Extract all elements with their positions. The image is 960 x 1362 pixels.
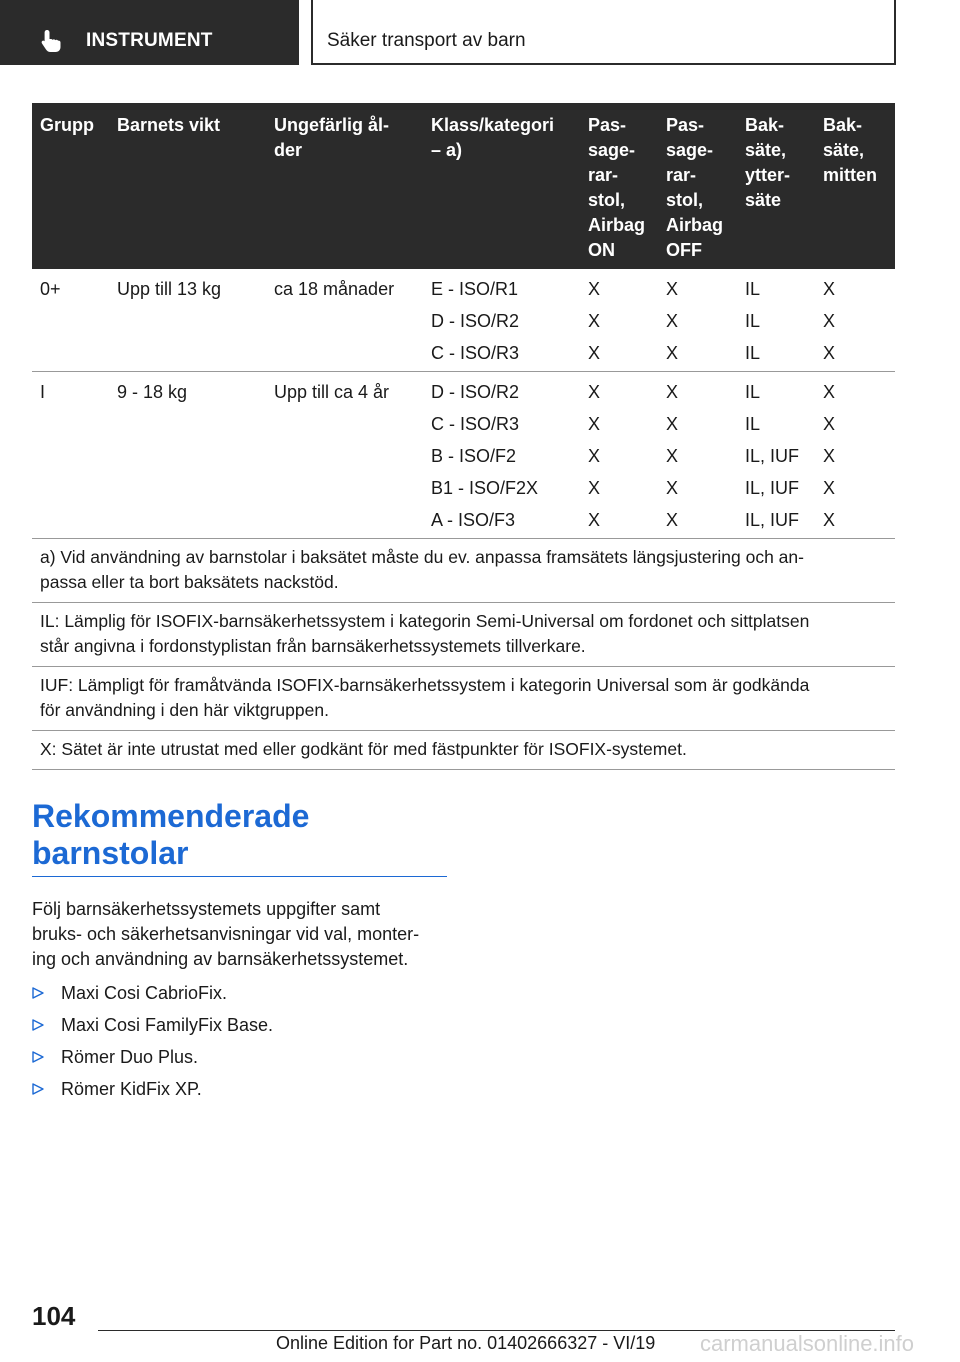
footer-edition: Online Edition for Part no. 01402666327 - VI/19 [276, 1333, 656, 1353]
page-number: 104 [32, 1301, 76, 1331]
mitten-value: X [823, 382, 836, 402]
yttersate-value: IL [745, 382, 761, 402]
list-item [32, 979, 452, 1011]
cell-airbag-off [666, 376, 678, 536]
cell-grupp: I [40, 382, 46, 402]
header-title-box [311, 0, 896, 65]
cell-airbag-off [666, 273, 678, 369]
klass-value: C - ISO/R3 [431, 414, 520, 434]
section-body: Följ barnsäkerhetssystemets uppgifter samt bruks- och säkerhetsanvisningar vid val, monter- ing och användning av barnsäkerhetssystemet. [32, 899, 420, 969]
cell-airbag-on [588, 376, 600, 536]
cell-airbag-on [588, 273, 600, 369]
yttersate-value: IL [745, 311, 761, 331]
airbag-on-value: X [588, 279, 601, 299]
table-row [32, 372, 895, 539]
header-section-label: INSTRUMENT [86, 30, 213, 51]
airbag-on-value: X [588, 510, 601, 530]
mitten-value: X [823, 343, 836, 363]
table-note-a: a) Vid användning av barnstolar i baksätet måste du ev. anpassa framsätets längsjustering och an- passa eller ta bort baksätets nackstöd. [32, 539, 895, 603]
klass-value: D - ISO/R2 [431, 311, 520, 331]
list-item-label: Römer KidFix XP. [61, 1079, 202, 1099]
cell-yttersate [745, 273, 760, 369]
airbag-off-value: X [666, 311, 679, 331]
mitten-value: X [823, 311, 836, 331]
airbag-off-value: X [666, 279, 679, 299]
th-airbag-on: Pas- sage- rar- stol, Airbag ON [588, 115, 646, 260]
klass-value: E - ISO/R1 [431, 279, 519, 299]
mitten-value: X [823, 478, 836, 498]
th-grupp: Grupp [40, 115, 94, 135]
airbag-off-value: X [666, 343, 679, 363]
table-note-x: X: Sätet är inte utrustat med eller godkänt för med fästpunkter för ISOFIX-systemet. [32, 731, 895, 770]
recommended-seats-list [32, 979, 452, 1107]
section-title: Rekommenderade barnstolar [32, 798, 310, 871]
triangle-right-icon [32, 1083, 44, 1095]
triangle-right-icon [32, 1019, 44, 1031]
header-section-tab [0, 0, 299, 65]
cell-vikt: 9 - 18 kg [117, 382, 188, 402]
th-klass: Klass/kategori – a) [431, 115, 555, 160]
th-vikt: Barnets vikt [117, 115, 221, 135]
th-mitten: Bak- säte, mitten [823, 115, 877, 185]
cell-vikt: Upp till 13 kg [117, 279, 222, 299]
klass-value: C - ISO/R3 [431, 343, 520, 363]
th-yttersate: Bak- säte, ytter- säte [745, 115, 791, 210]
table-header [32, 103, 895, 269]
cell-klass [431, 273, 519, 369]
header-page-title: Säker transport av barn [327, 30, 526, 51]
list-item [32, 1075, 452, 1107]
airbag-on-value: X [588, 382, 601, 402]
airbag-on-value: X [588, 414, 601, 434]
yttersate-value: IL [745, 343, 761, 363]
mitten-value: X [823, 446, 836, 466]
airbag-off-value: X [666, 382, 679, 402]
isofix-table [32, 103, 895, 770]
triangle-right-icon [32, 1051, 44, 1063]
mitten-value: X [823, 510, 836, 530]
yttersate-value: IL, IUF [745, 510, 800, 530]
airbag-off-value: X [666, 446, 679, 466]
cell-klass [431, 376, 538, 536]
klass-value: A - ISO/F3 [431, 510, 516, 530]
airbag-off-value: X [666, 510, 679, 530]
cell-yttersate [745, 376, 799, 536]
airbag-off-value: X [666, 478, 679, 498]
airbag-on-value: X [588, 478, 601, 498]
airbag-on-value: X [588, 446, 601, 466]
list-item-label: Maxi Cosi CabrioFix. [61, 983, 228, 1003]
cell-alder: Upp till ca 4 år [274, 382, 390, 402]
yttersate-value: IL, IUF [745, 446, 800, 466]
cell-mitten [823, 273, 835, 369]
airbag-on-value: X [588, 311, 601, 331]
list-item [32, 1043, 452, 1075]
table-note-il: IL: Lämplig för ISOFIX-barnsäkerhetssystem i kategorin Semi-Universal om fordonet och sittplatsen står angivna i fordonstyplistan från barnsäkerhetssystemets tillverkare. [32, 603, 895, 667]
th-airbag-off: Pas- sage- rar- stol, Airbag OFF [666, 115, 724, 260]
yttersate-value: IL, IUF [745, 478, 800, 498]
mitten-value: X [823, 414, 836, 434]
section-divider [32, 876, 447, 877]
cell-alder: ca 18 månader [274, 279, 395, 299]
cell-mitten [823, 376, 835, 536]
list-item [32, 1011, 452, 1043]
th-alder: Ungefärlig ål- der [274, 115, 390, 160]
yttersate-value: IL [745, 414, 761, 434]
yttersate-value: IL [745, 279, 761, 299]
airbag-on-value: X [588, 343, 601, 363]
airbag-off-value: X [666, 414, 679, 434]
watermark: carmanualsonline.info [700, 1331, 915, 1356]
list-item-label: Römer Duo Plus. [61, 1047, 199, 1067]
pointing-hand-icon [38, 28, 64, 54]
table-row [32, 269, 895, 372]
cell-grupp: 0+ [40, 279, 61, 299]
triangle-right-icon [32, 987, 44, 999]
list-item-label: Maxi Cosi FamilyFix Base. [61, 1015, 274, 1035]
klass-value: B - ISO/F2 [431, 446, 517, 466]
klass-value: D - ISO/R2 [431, 382, 520, 402]
mitten-value: X [823, 279, 836, 299]
table-note-iuf: IUF: Lämpligt för framåtvända ISOFIX-barnsäkerhetssystem i kategorin Universal som är godkända för användning i den här viktgruppen. [32, 667, 895, 731]
klass-value: B1 - ISO/F2X [431, 478, 539, 498]
